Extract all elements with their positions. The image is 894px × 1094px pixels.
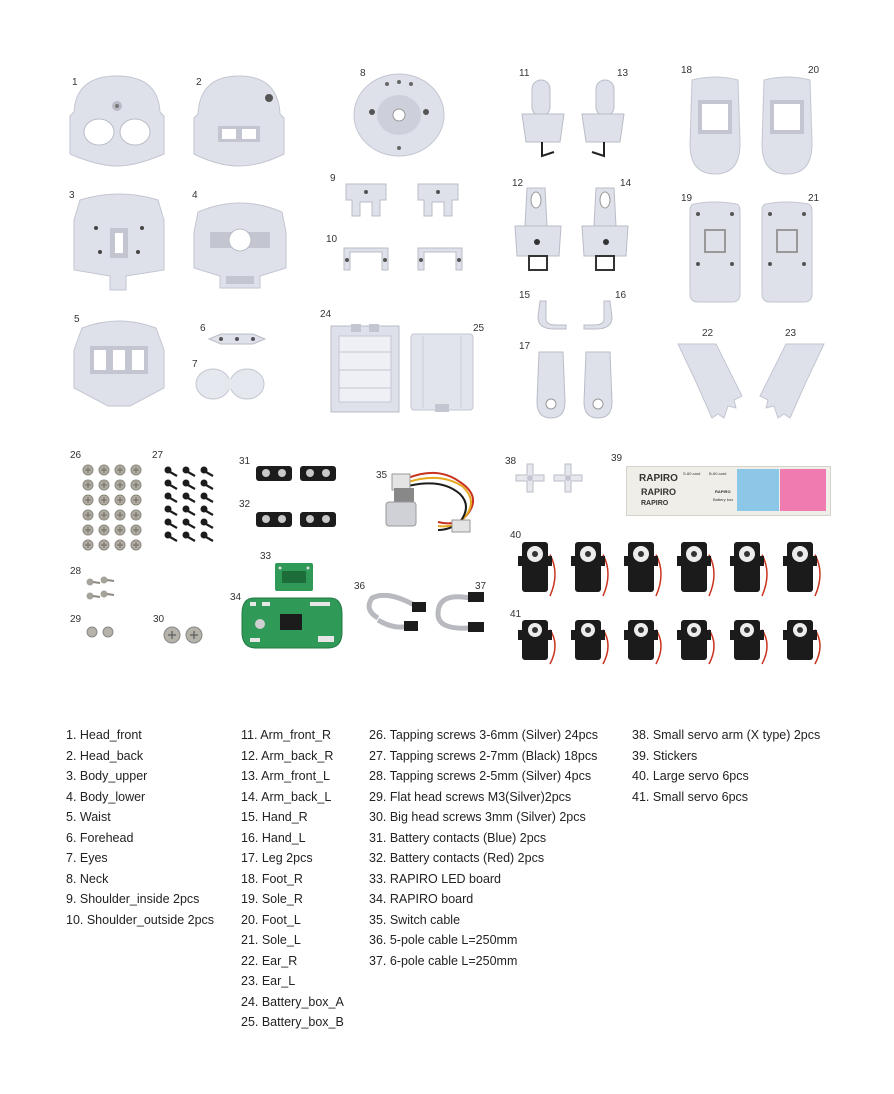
sticker-brand-2: RAPIRO bbox=[641, 487, 677, 497]
parts-list-item: 9. Shoulder_inside 2pcs bbox=[66, 892, 200, 906]
silver-screw-icon bbox=[115, 525, 125, 535]
label-36: 36 bbox=[354, 581, 366, 592]
label-10: 10 bbox=[326, 234, 338, 245]
parts-list-item: 17. Leg 2pcs bbox=[241, 851, 313, 865]
label-23: 23 bbox=[785, 328, 797, 339]
label-19: 19 bbox=[681, 193, 693, 204]
black-screw-icon bbox=[183, 532, 196, 542]
black-screw-icon bbox=[183, 493, 196, 503]
label-11: 11 bbox=[519, 68, 530, 79]
silver-screws-3-6mm-image bbox=[80, 462, 146, 554]
silver-screw-icon bbox=[115, 495, 125, 505]
parts-list-column-3 bbox=[369, 725, 598, 971]
parts-list-item: 16. Hand_L bbox=[241, 830, 306, 845]
shoulder-outside-left-image bbox=[340, 240, 392, 280]
label-14: 14 bbox=[620, 178, 632, 189]
label-18: 18 bbox=[681, 65, 693, 76]
black-screw-icon bbox=[165, 480, 178, 490]
battery-box-b-image bbox=[409, 332, 475, 414]
label-6: 6 bbox=[200, 323, 206, 334]
servo-icon bbox=[624, 620, 661, 664]
forehead-image bbox=[207, 331, 267, 347]
6-pole-cable-image bbox=[430, 588, 492, 636]
parts-list-item: 19. Sole_R bbox=[241, 892, 303, 906]
sticker-blue-panel bbox=[737, 469, 779, 511]
eyes-image bbox=[195, 367, 265, 401]
label-15: 15 bbox=[519, 290, 531, 301]
stickers-image bbox=[626, 466, 831, 516]
label-40: 40 bbox=[510, 530, 522, 541]
silver-screw-icon bbox=[99, 495, 109, 505]
foot-l-image bbox=[758, 74, 816, 178]
parts-list-item: 39. Stickers bbox=[632, 748, 698, 763]
parts-list-item: 15. Hand_R bbox=[241, 810, 308, 824]
arm-back-r-image bbox=[511, 186, 565, 276]
silver-screw-icon bbox=[99, 510, 109, 520]
battery-box-a-image bbox=[327, 322, 403, 416]
parts-list-item: 41. Small servo 6pcs bbox=[632, 789, 749, 804]
parts-list-item: 13. Arm_front_L bbox=[241, 769, 330, 783]
servo-icon bbox=[730, 542, 767, 596]
silver-screw-icon bbox=[83, 465, 93, 475]
silver-screw-icon bbox=[83, 540, 93, 550]
silver-screw-icon bbox=[131, 510, 141, 520]
parts-list-item: 33. RAPIRO LED board bbox=[369, 871, 502, 886]
black-screws-2-7mm-image bbox=[160, 462, 216, 542]
head-front-image bbox=[66, 72, 168, 168]
large-servos-row bbox=[516, 536, 836, 602]
body-lower-image bbox=[190, 192, 290, 292]
label-16: 16 bbox=[615, 290, 627, 301]
label-3: 3 bbox=[69, 190, 75, 201]
5-pole-cable-image bbox=[358, 588, 430, 636]
parts-list-item: 23. Ear_L bbox=[241, 974, 296, 988]
arm-front-l-image bbox=[578, 78, 628, 162]
servo-icon bbox=[571, 620, 608, 664]
sticker-pink-panel bbox=[780, 469, 826, 511]
head-back-image bbox=[190, 72, 288, 168]
black-screw-icon bbox=[165, 467, 178, 477]
parts-list-item: 3. Body_upper bbox=[66, 769, 148, 783]
parts-list-item: 37. 6-pole cable L=250mm bbox=[369, 953, 518, 968]
label-4: 4 bbox=[192, 190, 198, 201]
silver-screw-icon bbox=[115, 465, 125, 475]
parts-list-item: 31. Battery contacts (Blue) 2pcs bbox=[369, 830, 547, 845]
silver-screw-icon bbox=[99, 465, 109, 475]
label-8: 8 bbox=[360, 68, 366, 79]
black-screw-icon bbox=[201, 493, 214, 503]
label-9: 9 bbox=[330, 173, 336, 184]
servo-icon bbox=[677, 620, 714, 664]
battery-contacts-blue-image bbox=[254, 462, 340, 484]
servo-icon bbox=[518, 620, 555, 664]
hand-r-image bbox=[532, 299, 568, 331]
silver-screws-2-5mm-image bbox=[84, 576, 118, 602]
black-screw-icon bbox=[165, 493, 178, 503]
servo-icon bbox=[783, 542, 820, 596]
servo-icon bbox=[624, 542, 661, 596]
parts-list-item: 35. Switch cable bbox=[369, 912, 461, 927]
silver-screw-icon bbox=[115, 480, 125, 490]
black-screw-icon bbox=[183, 519, 196, 529]
label-1: 1 bbox=[72, 77, 78, 88]
parts-list-item: 24. Battery_box_A bbox=[241, 994, 344, 1009]
parts-list-item: 22. Ear_R bbox=[241, 953, 298, 968]
parts-list-item: 12. Arm_back_R bbox=[241, 748, 334, 763]
parts-list-item: 40. Large servo 6pcs bbox=[632, 769, 749, 783]
label-33: 33 bbox=[260, 551, 272, 562]
parts-list-item: 8. Neck bbox=[66, 871, 109, 886]
parts-list-item: 25. Battery_box_B bbox=[241, 1015, 344, 1029]
black-screw-icon bbox=[165, 506, 178, 516]
parts-list-item: 32. Battery contacts (Red) 2pcs bbox=[369, 851, 545, 865]
silver-screw-icon bbox=[131, 525, 141, 535]
label-32: 32 bbox=[239, 499, 251, 510]
parts-list-item: 27. Tapping screws 2-7mm (Black) 18pcs bbox=[369, 748, 598, 763]
silver-screw-icon bbox=[99, 540, 109, 550]
parts-list-item: 2. Head_back bbox=[66, 748, 144, 763]
parts-list-item: 5. Waist bbox=[66, 810, 111, 824]
switch-cable-image bbox=[368, 464, 488, 544]
servo-arm-x-left-image bbox=[514, 462, 546, 494]
silver-screw-icon bbox=[83, 480, 93, 490]
black-screw-icon bbox=[201, 480, 214, 490]
parts-list-item: 36. 5-pole cable L=250mm bbox=[369, 933, 518, 947]
label-2: 2 bbox=[196, 77, 202, 88]
servo-icon bbox=[783, 620, 820, 664]
parts-list-column-1 bbox=[66, 725, 214, 930]
parts-list-item: 18. Foot_R bbox=[241, 871, 303, 886]
parts-list-item: 30. Big head screws 3mm (Silver) 2pcs bbox=[369, 810, 586, 824]
silver-screw-icon bbox=[83, 510, 93, 520]
sticker-small-1: S-60 card bbox=[683, 471, 701, 476]
sole-r-image bbox=[686, 200, 744, 306]
sole-l-image bbox=[758, 200, 816, 306]
parts-list-item: 7. Eyes bbox=[66, 851, 108, 865]
label-26: 26 bbox=[70, 450, 82, 461]
label-13: 13 bbox=[617, 68, 629, 79]
parts-list-item: 14. Arm_back_L bbox=[241, 789, 332, 804]
body-upper-image bbox=[70, 190, 168, 294]
servo-icon bbox=[730, 620, 767, 664]
label-30: 30 bbox=[153, 614, 165, 625]
parts-list-item: 10. Shoulder_outside 2pcs bbox=[66, 912, 215, 927]
hand-l-image bbox=[582, 299, 618, 331]
label-24: 24 bbox=[320, 309, 332, 320]
silver-screw-icon bbox=[131, 480, 141, 490]
parts-list-item: 29. Flat head screws M3(Silver)2pcs bbox=[369, 789, 572, 804]
label-28: 28 bbox=[70, 566, 82, 577]
label-35: 35 bbox=[376, 470, 388, 481]
silver-screw-icon bbox=[131, 495, 141, 505]
sticker-small-4: Battery box bbox=[713, 497, 734, 502]
sticker-small-3: RAPIRO bbox=[715, 489, 731, 494]
small-servos-row bbox=[516, 614, 836, 670]
foot-r-image bbox=[686, 74, 744, 178]
label-29: 29 bbox=[70, 614, 82, 625]
label-39: 39 bbox=[611, 453, 623, 464]
label-5: 5 bbox=[74, 314, 80, 325]
black-screw-icon bbox=[201, 467, 214, 477]
silver-screw-icon bbox=[131, 465, 141, 475]
label-34: 34 bbox=[230, 592, 242, 603]
sticker-brand-1: RAPIRO bbox=[639, 473, 678, 484]
silver-screw-icon bbox=[83, 525, 93, 535]
parts-list-item: 26. Tapping screws 3-6mm (Silver) 24pcs bbox=[369, 728, 599, 742]
silver-screw-icon bbox=[115, 510, 125, 520]
sticker-brand-3: RAPIRO bbox=[641, 500, 669, 507]
neck-image bbox=[352, 72, 446, 158]
label-22: 22 bbox=[702, 328, 714, 339]
black-screw-icon bbox=[165, 532, 178, 542]
label-31: 31 bbox=[239, 456, 251, 467]
sticker-small-2: B-60 card bbox=[709, 471, 727, 476]
shoulder-outside-right-image bbox=[414, 240, 466, 280]
shoulder-inside-right-image bbox=[412, 180, 464, 220]
arm-back-l-image bbox=[578, 186, 632, 276]
parts-list-column-2 bbox=[241, 725, 344, 1033]
label-38: 38 bbox=[505, 456, 517, 467]
label-17: 17 bbox=[519, 341, 531, 352]
servo-icon bbox=[518, 542, 555, 596]
label-12: 12 bbox=[512, 178, 524, 189]
battery-contacts-red-image bbox=[254, 508, 340, 530]
label-41: 41 bbox=[510, 609, 522, 620]
parts-list-item: 11. Arm_front_R bbox=[241, 728, 332, 742]
parts-list-item: 20. Foot_L bbox=[241, 912, 301, 927]
black-screw-icon bbox=[183, 506, 196, 516]
silver-screw-icon bbox=[115, 540, 125, 550]
label-20: 20 bbox=[808, 65, 820, 76]
big-head-screws-image bbox=[160, 624, 208, 646]
led-board-image bbox=[274, 562, 314, 592]
silver-screw-icon bbox=[131, 540, 141, 550]
parts-list-item: 38. Small servo arm (X type) 2pcs bbox=[632, 728, 821, 742]
waist-image bbox=[70, 316, 168, 410]
label-7: 7 bbox=[192, 359, 198, 370]
rapiro-board-image bbox=[240, 596, 344, 650]
silver-screw-icon bbox=[99, 525, 109, 535]
black-screw-icon bbox=[201, 519, 214, 529]
black-screw-icon bbox=[183, 480, 196, 490]
parts-list-item: 6. Forehead bbox=[66, 830, 134, 845]
parts-list-item: 4. Body_lower bbox=[66, 789, 146, 804]
silver-screw-icon bbox=[83, 495, 93, 505]
label-21: 21 bbox=[808, 193, 820, 204]
arm-front-r-image bbox=[518, 78, 568, 162]
flat-head-screws-image bbox=[84, 624, 118, 640]
servo-icon bbox=[571, 542, 608, 596]
leg-left-image bbox=[533, 350, 569, 420]
parts-list-item: 34. RAPIRO board bbox=[369, 892, 474, 906]
black-screw-icon bbox=[201, 532, 214, 542]
ear-l-image bbox=[758, 342, 826, 420]
label-27: 27 bbox=[152, 450, 164, 461]
silver-screw-icon bbox=[99, 480, 109, 490]
label-25: 25 bbox=[473, 323, 485, 334]
black-screw-icon bbox=[165, 519, 178, 529]
parts-list-item: 1. Head_front bbox=[66, 728, 142, 742]
parts-list-item: 21. Sole_L bbox=[241, 933, 301, 947]
black-screw-icon bbox=[201, 506, 214, 516]
parts-list-item: 28. Tapping screws 2-5mm (Silver) 4pcs bbox=[369, 769, 592, 783]
parts-list-column-4 bbox=[632, 725, 820, 807]
ear-r-image bbox=[676, 342, 744, 420]
label-37: 37 bbox=[475, 581, 487, 592]
servo-icon bbox=[677, 542, 714, 596]
leg-right-image bbox=[580, 350, 616, 420]
shoulder-inside-left-image bbox=[340, 180, 392, 220]
black-screw-icon bbox=[183, 467, 196, 477]
servo-arm-x-right-image bbox=[552, 462, 584, 494]
